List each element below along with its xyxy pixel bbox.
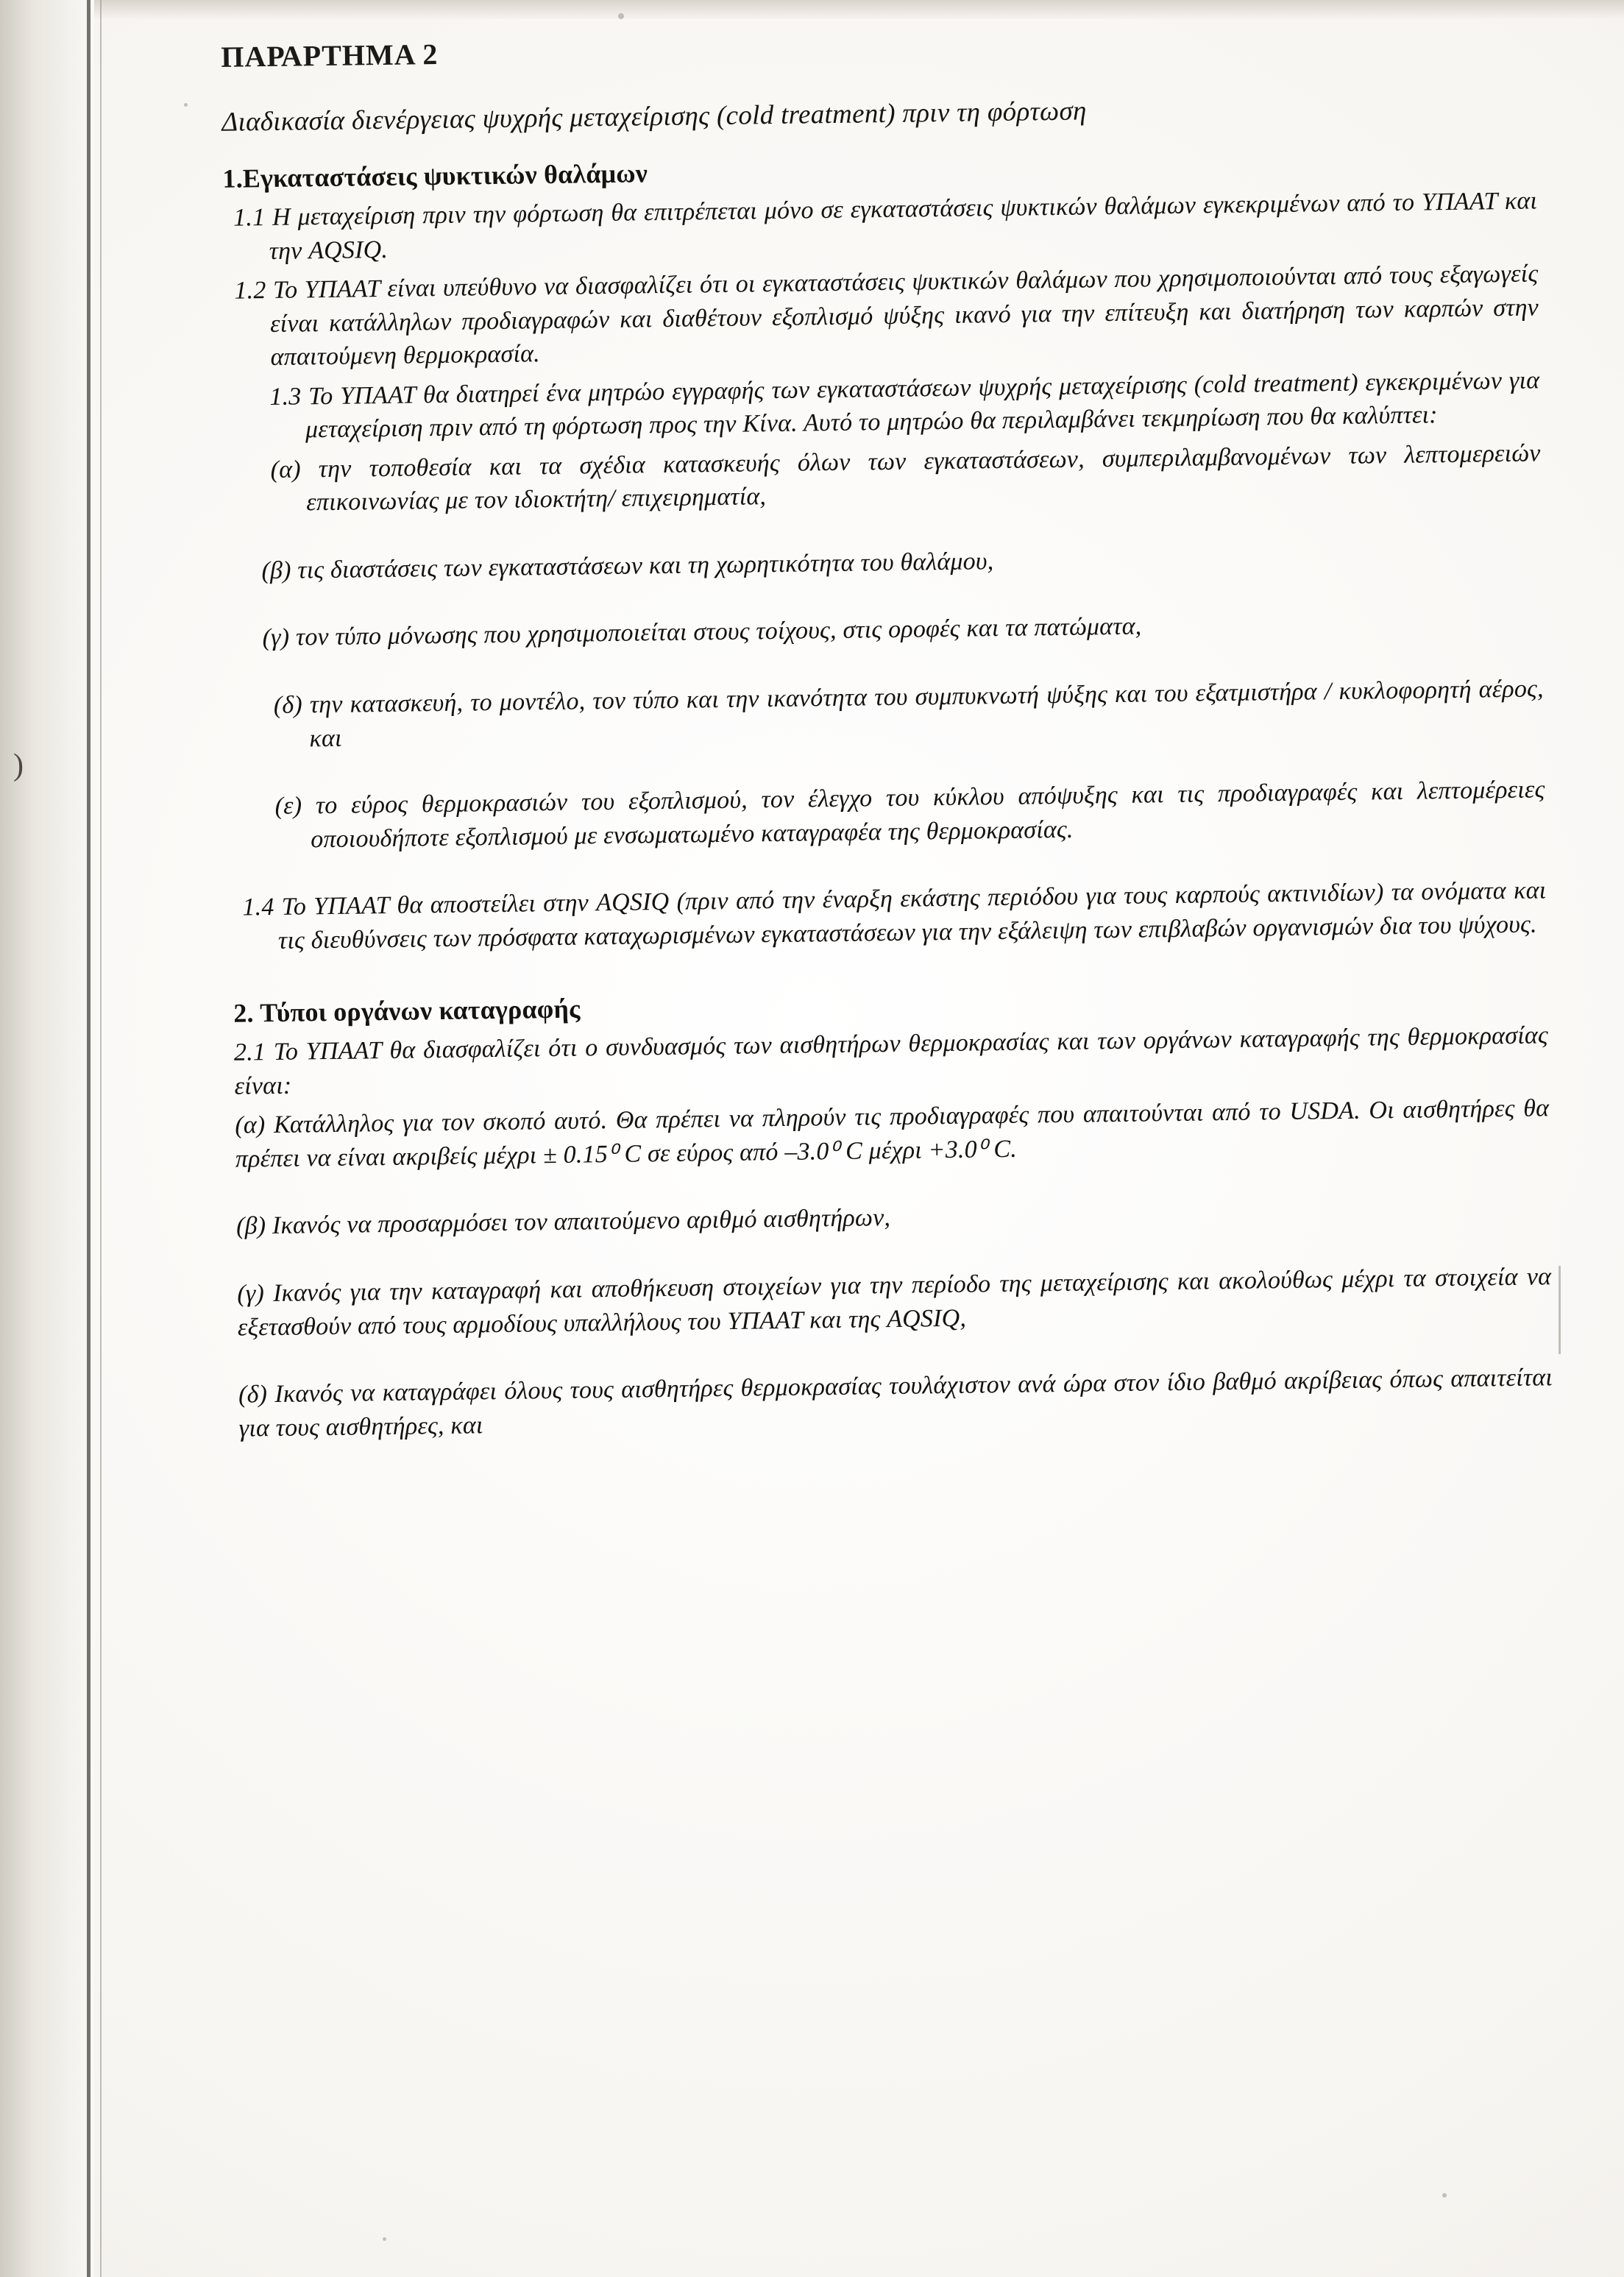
- scan-speck: [1442, 2193, 1447, 2198]
- scan-speck: [383, 2237, 386, 2241]
- paragraph-2-1-c: (γ) Ικανός για την καταγραφή και αποθήκευση στοιχείων για την περίοδο της μεταχείρισης και ακολούθως μέχρι τα στοιχεία να εξετασθούν από τους αρμοδίους υπαλλήλους του ΥΠΑΑΤ και της AQSIQ,: [237, 1263, 1552, 1342]
- binding-line: [87, 0, 91, 2277]
- paragraph-2-1-b: (β) Ικανός να προσαρμόσει τον απαιτούμενο αριθμό αισθητήρων,: [235, 1204, 891, 1241]
- paragraph-1-3-d: (δ) την κατασκευή, το μοντέλο, τον τύπο και την ικανότητα του συμπυκνωτή ψύξης και του εξατμιστήρα / κυκλοφορητή αέρος, και: [273, 675, 1544, 752]
- page-left-shadow: [0, 0, 94, 2277]
- paragraph-1-3: 1.3 Το ΥΠΑΑΤ θα διατηρεί ένα μητρώο εγγραφής των εγκαταστάσεων ψυχρής μεταχείρισης (cold treatment) εγκεκριμένων για μεταχείριση πριν από τη φόρτωση προς την Κίνα. Αυτό το μητρώο θα περιλαμβάνει τεκμηρίωση που θα καλύπτει:: [269, 366, 1540, 444]
- margin-mark: ): [13, 748, 24, 782]
- paragraph-1-3-c: (γ) τον τύπο μόνωσης που χρησιμοποιείται στους τοίχους, στις οροφές και τα πατώματα,: [262, 612, 1142, 652]
- page-top-shadow: [0, 0, 1624, 19]
- section-1-heading: 1.Εγκαταστάσεις ψυκτικών θαλάμων: [222, 158, 648, 194]
- paragraph-1-3-e: (ε) το εύρος θερμοκρασιών του εξοπλισμού, τον έλεγχο του κύκλου απόψυξης και τις προδιαγραφές και λεπτομέρειες οποιουδήποτε εξοπλισμού με ενσωματωμένο καταγραφέα της θερμοκρασίας.: [274, 776, 1545, 853]
- paragraph-1-3-a: (α) την τοποθεσία και τα σχέδια κατασκευής όλων των εγκαταστάσεων, συμπεριλαμβανομένων των λεπτομερειών επικοινωνίας με τον ιδιοκτήτη/ επιχειρηματία,: [270, 439, 1541, 517]
- document-subtitle: Διαδικασία διενέργειας ψυχρής μεταχείρισης (cold treatment) πριν τη φόρτωση: [221, 96, 1087, 138]
- binding-line-secondary: [100, 0, 102, 2277]
- section-2-heading: 2. Τύποι οργάνων καταγραφής: [233, 994, 581, 1028]
- paragraph-1-3-b: (β) τις διαστάσεις των εγκαταστάσεων και τη χωρητικότητα του θαλάμου,: [261, 548, 994, 585]
- paragraph-1-2: 1.2 Το ΥΠΑΑΤ είναι υπεύθυνο να διασφαλίζει ότι οι εγκαταστάσεις ψυκτικών θαλάμων που χρησιμοποιούνται από τους εξαγωγείς είναι κατάλληλων προδιαγραφών και διαθέτουν εξοπλισμό ψύξης ικανό για την επίτευξη και διατήρηση των καρπών στην απαιτούμενη θερμοκρασία.: [234, 260, 1539, 372]
- paragraph-2-1-d: (δ) Ικανός να καταγράφει όλους τους αισθητήρες θερμοκρασίας τουλάχιστον ανά ώρα στον ίδιο βαθμό ακρίβειας όπως απαιτείται για τους αισθητήρες, και: [238, 1364, 1553, 1442]
- paragraph-2-1-a: (α) Κατάλληλος για τον σκοπό αυτό. Θα πρέπει να πληρούν τις προδιαγραφές που απαιτούνται από το USDA. Οι αισθητήρες θα πρέπει να είναι ακριβείς μέχρι ± 0.15⁰ C σε εύρος από –3.0⁰ C μέχρι +3.0⁰ C.: [235, 1094, 1550, 1173]
- paragraph-1-1: 1.1 Η μεταχείριση πριν την φόρτωση θα επιτρέπεται μόνο σε εγκαταστάσεις ψυκτικών θαλάμων εγκεκριμένων από το ΥΠΑΑΤ και την AQSIQ.: [233, 187, 1538, 265]
- paragraph-2-1: 2.1 Το ΥΠΑΑΤ θα διασφαλίζει ότι ο συνδυασμός των αισθητήρων θερμοκρασίας και των οργάνων καταγραφής της θερμοκρασίας είναι:: [233, 1021, 1549, 1100]
- paragraph-1-4: 1.4 Το ΥΠΑΑΤ θα αποστείλει στην AQSIQ (πριν από την έναρξη εκάστης περιόδου για τους καρπούς ακτινιδίων) τα ονόματα και τις διευθύνσεις των πρόσφατα καταχωρισμένων εγκαταστάσεων για την εξάλειψη των επιβλαβών οργανισμών δια του ψύχους.: [242, 877, 1547, 955]
- document-body: [210, 22, 1553, 1465]
- scan-speck: [184, 103, 188, 107]
- page-title: ΠΑΡΑΡΤΗΜΑ 2: [221, 37, 439, 74]
- scan-speck: [618, 13, 624, 19]
- scan-edge-mark: [1559, 1266, 1561, 1354]
